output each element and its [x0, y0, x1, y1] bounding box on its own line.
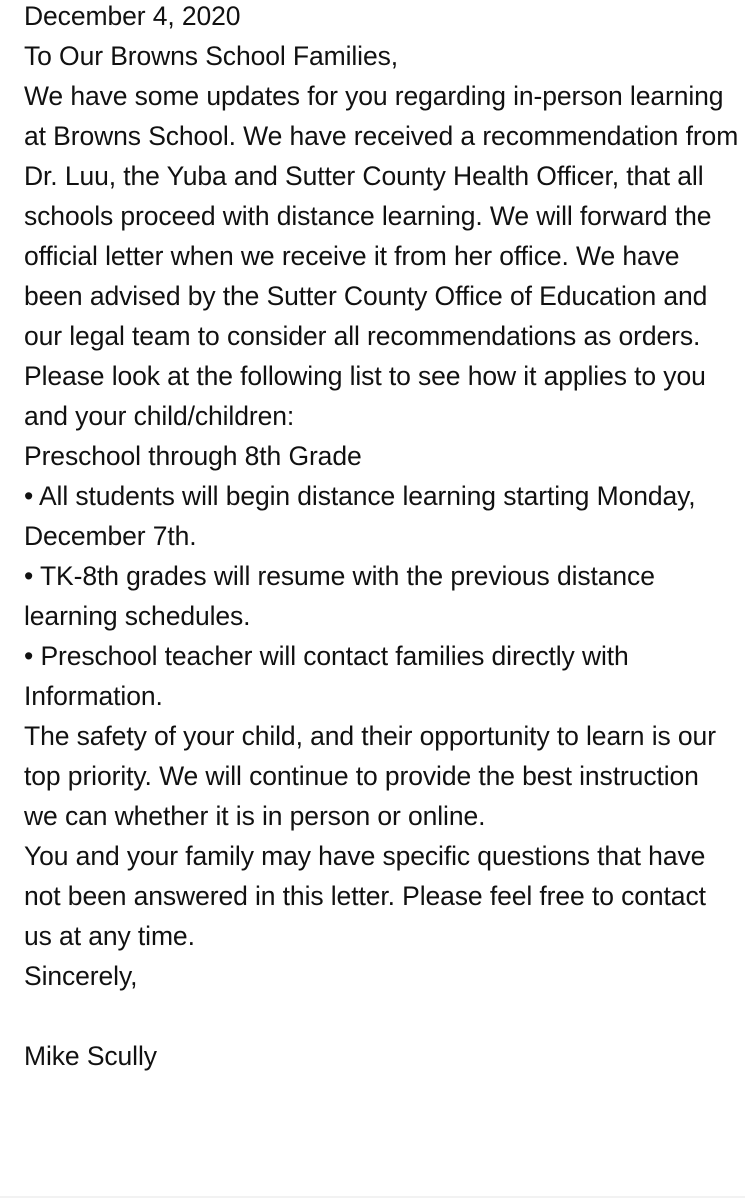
safety-paragraph: The safety of your child, and their opportunity to learn is our top priority. We will continue to provide the best instruction we can whether it is in person or online.	[24, 721, 716, 831]
letter-body	[24, 0, 739, 1076]
letter-closing: Sincerely,	[24, 961, 138, 991]
questions-paragraph: You and your family may have specific questions that have not been answered in this letter. Please feel free to contact us at any time.	[24, 841, 706, 951]
letter-date: December 4, 2020	[24, 1, 241, 31]
bullet-item: • TK-8th grades will resume with the previous distance learning schedules.	[24, 561, 655, 631]
intro-paragraph: We have some updates for you regarding in-person learning at Browns School. We have received a recommendation from Dr. Luu, the Yuba and Sutter County Health Officer, that all schools proceed with distance learning. We will forward the official letter when we receive it from her office. We have been advised by the Sutter County Office of Education and our legal team to consider all recommendations as orders. Please look at the following list to see how it applies to you and your child/children:	[24, 81, 739, 431]
bullet-item: • Preschool teacher will contact families directly with Information.	[24, 641, 629, 711]
signature-name: Mike Scully	[24, 1041, 157, 1071]
letter-salutation: To Our Browns School Families,	[24, 41, 399, 71]
bullet-item: • All students will begin distance learning starting Monday, December 7th.	[24, 481, 696, 551]
list-heading: Preschool through 8th Grade	[24, 441, 362, 471]
signature-gap	[24, 996, 739, 1036]
